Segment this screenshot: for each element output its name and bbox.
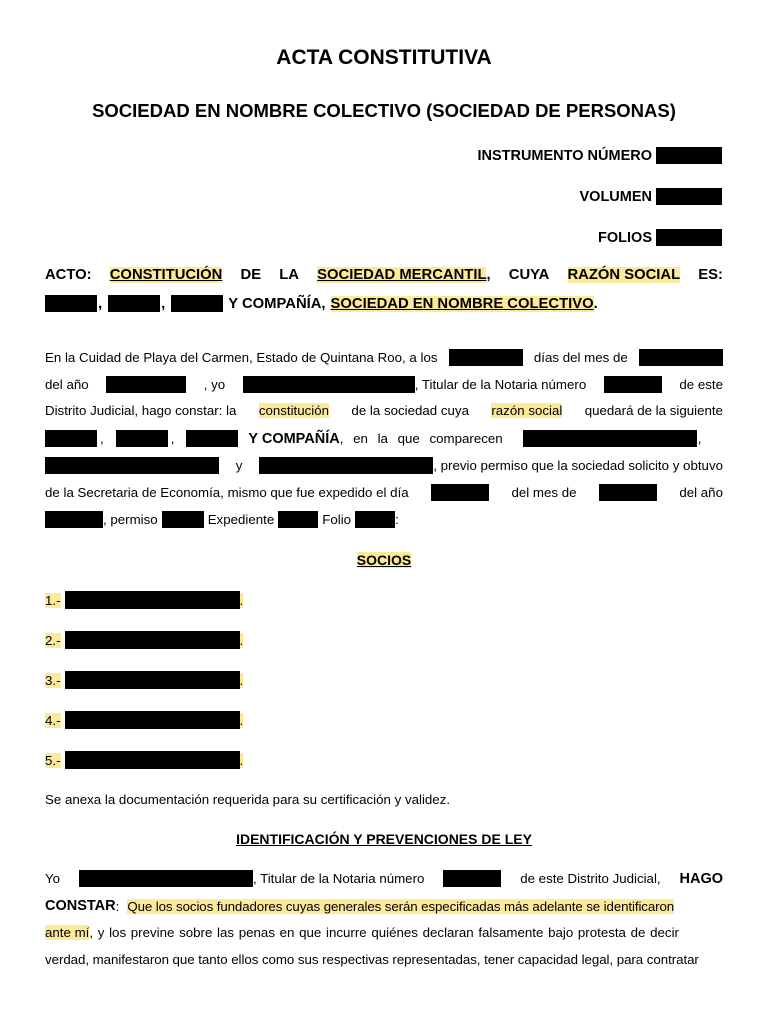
text: de este: [679, 377, 723, 392]
highlight-text: constitución: [258, 403, 330, 418]
folios-row: [598, 229, 722, 246]
text: y: [235, 458, 243, 473]
para1-line-2: [45, 376, 723, 393]
redaction-box: [523, 430, 697, 447]
para1-line-7: [45, 511, 723, 528]
document-subtitle: SOCIEDAD EN NOMBRE COLECTIVO (SOCIEDAD DE PERSONAS): [92, 100, 676, 121]
y-compania: Y COMPAÑÍA,: [228, 295, 326, 312]
redaction-box: [45, 457, 219, 474]
socio-item: [45, 711, 243, 729]
text: Expediente: [207, 512, 275, 527]
highlight-text: ante mí: [45, 925, 90, 940]
text: quedará de la siguiente: [584, 403, 723, 418]
acto-word: ,: [486, 267, 491, 283]
separator: ,: [170, 431, 175, 446]
text: :: [115, 898, 120, 914]
ident-line-4: verdad, manifestaron que tanto ellos como sus respectivas representadas, tener capacidad legal, para contratar: [45, 952, 699, 967]
ident-line-1: [45, 870, 723, 887]
text: Yo: [45, 871, 61, 886]
para1-line-4: [45, 430, 723, 447]
identificacion-heading: IDENTIFICACIÓN Y PREVENCIONES DE LEY: [236, 831, 532, 847]
redaction-box: [604, 376, 662, 393]
socio-number: 4.-: [45, 712, 61, 728]
separator: .: [239, 752, 244, 768]
ident-line-3: [45, 925, 723, 940]
text: , y los previne sobre las penas en que incurre quiénes declaran falsamente bajo protesta de decir: [89, 925, 679, 940]
socio-item: [45, 751, 243, 769]
socios-heading-row: [0, 552, 768, 568]
redaction-box: [656, 229, 722, 246]
separator: .: [239, 632, 244, 648]
redaction-box: [162, 511, 204, 528]
text: del mes de: [511, 485, 577, 500]
redaction-box: [599, 484, 657, 501]
text: de la sociedad cuya: [351, 403, 469, 418]
acto-highlight: SOCIEDAD EN NOMBRE COLECTIVO: [330, 295, 594, 312]
acto-word: ACTO:: [45, 267, 92, 283]
text: , previo permiso que la sociedad solicito y obtuvo: [433, 458, 723, 473]
redaction-box: [106, 376, 186, 393]
separator: ,: [100, 431, 104, 446]
redaction-box: [45, 430, 97, 447]
acto-word: ES:: [698, 267, 723, 283]
socio-number: 5.-: [45, 752, 61, 768]
redaction-box: [65, 711, 240, 729]
anexa-text: Se anexa la documentación requerida para su certificación y validez.: [45, 792, 451, 807]
redaction-box: [431, 484, 489, 501]
ident-line-2: [45, 898, 723, 914]
volumen-label: VOLUMEN: [579, 188, 652, 205]
socio-number: 2.-: [45, 632, 61, 648]
para1-line-5: [45, 457, 723, 474]
highlight-text: Que los socios fundadores cuyas generales serán especificadas más adelante se identificaron: [127, 898, 675, 914]
text: , permiso: [103, 512, 158, 527]
acto-highlight: SOCIEDAD MERCANTIL: [317, 267, 487, 283]
text: de la Secretaria de Economía, mismo que fue expedido el día: [45, 485, 409, 500]
text: días del mes de: [533, 350, 628, 365]
volumen-row: [580, 188, 723, 205]
redaction-box: [65, 631, 240, 649]
redaction-box: [259, 457, 433, 474]
para1-line-1: [45, 349, 723, 366]
socio-item: [45, 631, 243, 649]
text: , yo: [203, 377, 226, 392]
text: de este Distrito Judicial,: [520, 871, 661, 886]
socios-heading: SOCIOS: [356, 552, 412, 568]
text: , Titular de la Notaria número: [252, 871, 425, 886]
separator: ,: [161, 295, 166, 312]
highlight-text: razón social: [491, 403, 563, 418]
redaction-box: [656, 147, 722, 164]
folios-label: FOLIOS: [598, 229, 652, 246]
para1-line-6: [45, 484, 723, 501]
separator: :: [395, 512, 399, 527]
socio-number: 1.-: [45, 592, 61, 608]
instrumento-label: INSTRUMENTO NÚMERO: [477, 147, 652, 164]
acto-line-2: [45, 295, 723, 312]
para1-line-3: [45, 403, 723, 418]
text: del año: [45, 377, 89, 392]
text-bold: CONSTAR: [45, 898, 116, 914]
redaction-box: [79, 870, 253, 887]
socio-item: [45, 591, 243, 609]
redaction-box: [355, 511, 395, 528]
redaction-box: [65, 751, 240, 769]
text: del año: [679, 485, 723, 500]
text: En la Cuidad de Playa del Carmen, Estado de Quintana Roo, a los: [45, 350, 438, 365]
acto-line-1: [45, 267, 723, 283]
redaction-box: [639, 349, 723, 366]
instrumento-row: [477, 147, 722, 164]
redaction-box: [278, 511, 318, 528]
acto-word: DE: [240, 267, 262, 283]
acto-word: LA: [279, 267, 299, 283]
redaction-box: [65, 671, 240, 689]
y-compania: Y COMPAÑÍA: [248, 430, 340, 447]
identificacion-heading-row: [0, 831, 768, 847]
redaction-box: [108, 295, 160, 312]
document-title: ACTA CONSTITUTIVA: [276, 46, 492, 69]
redaction-box: [45, 295, 97, 312]
text: Folio: [322, 512, 352, 527]
text: , Titular de la Notaria número: [414, 377, 587, 392]
text: , en la que comparecen: [339, 431, 503, 446]
redaction-box: [243, 376, 415, 393]
redaction-box: [171, 295, 223, 312]
separator: .: [239, 672, 244, 688]
separator: .: [593, 295, 598, 312]
separator: ,: [98, 295, 103, 312]
acto-word: CUYA: [508, 267, 550, 283]
separator: ,: [697, 431, 702, 446]
redaction-box: [45, 511, 103, 528]
redaction-box: [186, 430, 238, 447]
socio-item: [45, 671, 243, 689]
redaction-box: [449, 349, 523, 366]
text: Distrito Judicial, hago constar: la: [45, 403, 237, 418]
redaction-box: [656, 188, 722, 205]
acto-highlight: RAZÓN SOCIAL: [567, 267, 681, 283]
acto-highlight: CONSTITUCIÓN: [109, 267, 223, 283]
separator: .: [239, 592, 244, 608]
redaction-box: [443, 870, 501, 887]
redaction-box: [116, 430, 168, 447]
text-bold: HAGO: [679, 870, 723, 887]
socio-number: 3.-: [45, 672, 61, 688]
redaction-box: [65, 591, 240, 609]
separator: .: [239, 712, 244, 728]
